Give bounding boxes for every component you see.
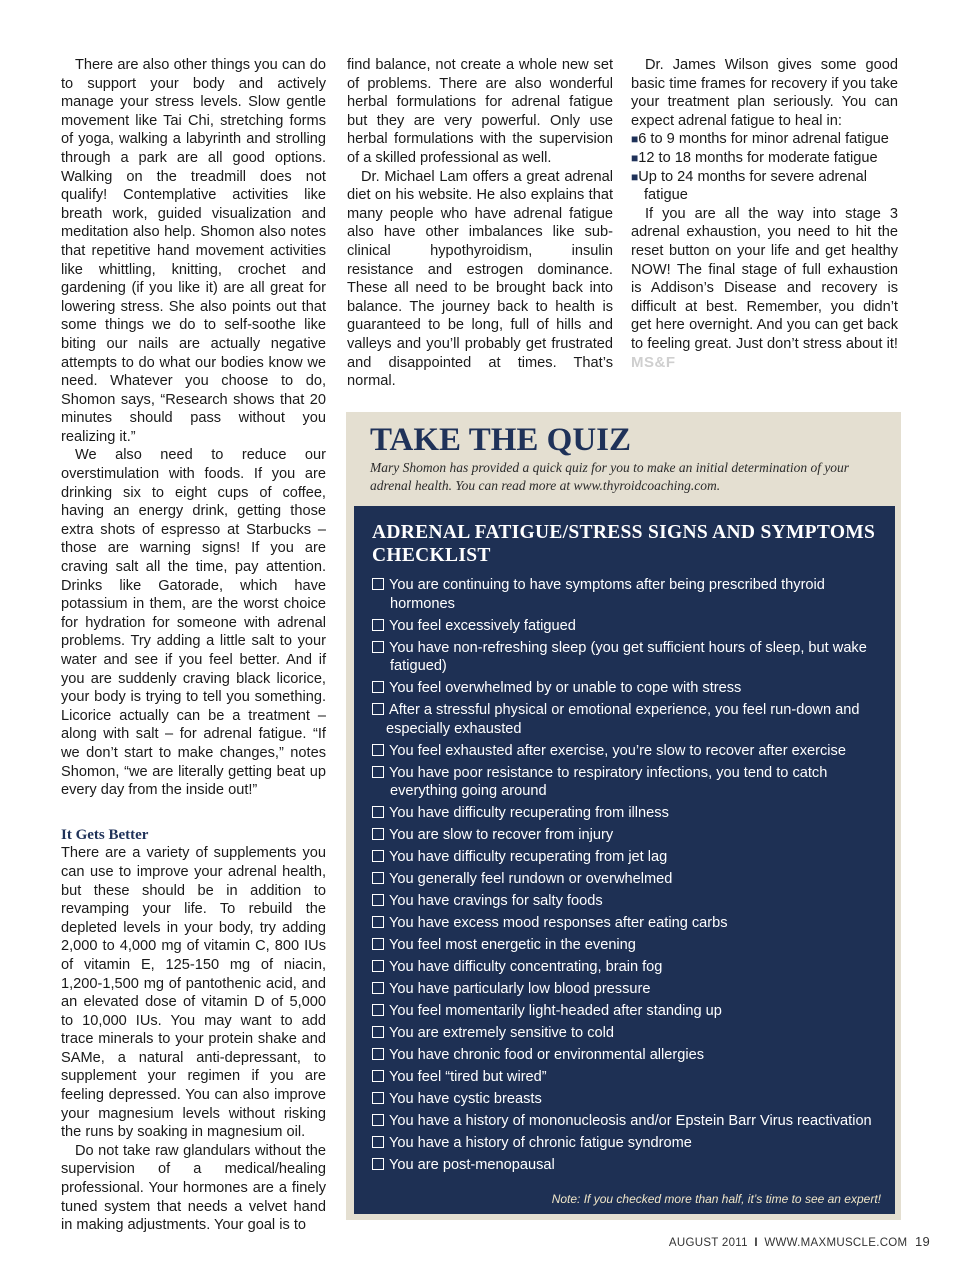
checkbox-icon[interactable] [372,578,384,590]
square-bullet-icon: ■ [631,169,639,184]
checklist-item[interactable]: You feel overwhelmed by or unable to cope with stress [372,679,887,698]
checklist-item[interactable]: You have difficulty concentrating, brain fog [372,958,887,977]
page-number: 19 [914,1234,930,1249]
checkbox-icon[interactable] [372,681,384,693]
recovery-timeframes-list [631,130,898,204]
square-bullet-icon: ■ [631,132,639,147]
checkbox-icon[interactable] [372,1070,384,1082]
checklist-item[interactable]: You feel exhausted after exercise, you’re slow to recover after exercise [372,742,887,761]
checkbox-icon[interactable] [372,960,384,972]
checkbox-icon[interactable] [372,916,384,928]
section-heading: It Gets Better [61,826,149,843]
website-link[interactable]: WWW.MAXMUSCLE.COM [764,1237,908,1249]
checkbox-icon[interactable] [372,1048,384,1060]
checklist-items [372,576,887,1178]
checkbox-icon[interactable] [372,1004,384,1016]
checklist-item[interactable]: You generally feel rundown or overwhelmed [372,870,887,889]
checklist-item[interactable]: You are slow to recover from injury [372,826,887,845]
checklist-title: ADRENAL FATIGUE/STRESS SIGNS AND SYMPTOMS CHECKLIST [372,522,876,566]
article-column-2 [347,56,613,391]
checklist-item[interactable]: You have cravings for salty foods [372,892,887,911]
checklist-item[interactable]: After a stressful physical or emotional experience, you feel run-down and especially exhausted [372,701,887,738]
checkbox-icon[interactable] [372,703,384,715]
symptoms-checklist [354,506,895,1214]
checklist-item[interactable]: You have difficulty recuperating from illness [372,804,887,823]
paragraph: We also need to reduce our overstimulation with foods. If you are drinking six to eight cups of coffee, having an energy drink, getting those extra shots of espresso at Starbucks – those are warning signs! If you are craving salt all the time, pay attention. Drinks like Gatorade, which have potassium in them, are the worst choice for hydration for someone with adrenal problems. Try adding a little salt to your water and see if you feel better. And if you are suddenly craving black licorice, your body is trying to tell you something. Licorice actually can be a treatment – along with salt – for adrenal fatigue. “If we don’t start to make changes,” notes Shomon, “we are literally getting beat up every day from the inside out!” [61,447,326,799]
paragraph: There are also other things you can do to support your body and actively manage your stress levels. Slow gentle movement like Tai Chi, stretching forms of yoga, walking a labyrinth and strolling through a park are all good options. Walking on the treadmill does not qualify! Contemplative activities like breath work, guided visualization and meditation also help. Shomon also notes that repetitive hand movement activities like whittling, knitting, crochet and gardening (if you like it) are all great for lowering stress. She also points out that some things we do to self-soothe like biting our nails are actually negative attempts to do what our bodies know we need. Whatever you choose to do, Shomon says, “Research shows that 20 minutes should pass without you realizing it.” [61,57,326,445]
footer-separator: I [754,1237,758,1249]
checkbox-icon[interactable] [372,1158,384,1170]
checklist-item[interactable]: You have excess mood responses after eating carbs [372,914,887,933]
checkbox-icon[interactable] [372,641,384,653]
checkbox-icon[interactable] [372,850,384,862]
checklist-item[interactable]: You have a history of chronic fatigue syndrome [372,1134,887,1153]
checkbox-icon[interactable] [372,1136,384,1148]
checklist-item[interactable]: You have a history of mononucleosis and/or Epstein Barr Virus reactivation [372,1112,887,1131]
checklist-item[interactable]: You have chronic food or environmental allergies [372,1046,887,1065]
checklist-item[interactable]: You feel excessively fatigued [372,617,887,636]
quiz-title: TAKE THE QUIZ [370,422,632,458]
checklist-item[interactable]: You have poor resistance to respiratory infections, you tend to catch everything going around [372,764,887,801]
paragraph: If you are all the way into stage 3 adrenal exhaustion, you need to hit the reset button on your life and get healthy NOW! The final stage of full exhaustion is Addison’s Disease and recovery is difficult at best. Remember, you didn’t get here overnight. And you can get back to feeling great. Just don’t stress about it! MS&F [631,205,898,371]
checkbox-icon[interactable] [372,872,384,884]
paragraph: Dr. James Wilson gives some good basic time frames for recovery if you take your treatment plan seriously. You can expect adrenal fatigue to heal in: [631,57,898,129]
issue-date: AUGUST 2011 [668,1237,748,1249]
checklist-item[interactable]: You are continuing to have symptoms after being prescribed thyroid hormones [372,576,887,613]
checkbox-icon[interactable] [372,938,384,950]
checkbox-icon[interactable] [372,982,384,994]
checklist-item[interactable]: You have non-refreshing sleep (you get sufficient hours of sleep, but wake fatigued) [372,639,887,676]
checklist-item[interactable]: You have cystic breasts [372,1090,887,1109]
end-mark-logo: MS&F [631,353,676,371]
list-item: ■Up to 24 months for severe adrenal fatigue [631,168,868,204]
paragraph: Do not take raw glandulars without the supervision of a medical/healing professional. Your hormones are a finely tuned system that needs a velvet hand in making adjustments. Your goal is to [61,1142,326,1234]
checkbox-icon[interactable] [372,894,384,906]
paragraph: find balance, not create a whole new set of problems. There are also wonderful herbal formulations for adrenal fatigue but they are very powerful. Only use herbal formulations with the supervision of a skilled professional as well. [347,57,613,166]
checkbox-icon[interactable] [372,1026,384,1038]
square-bullet-icon: ■ [631,150,639,165]
quiz-box [346,412,901,1220]
quiz-note: Note: If you checked more than half, it’s time to see an expert! [551,1192,881,1206]
checkbox-icon[interactable] [372,619,384,631]
page-footer [669,1234,930,1249]
checkbox-icon[interactable] [372,1114,384,1126]
checklist-item[interactable]: You feel momentarily light-headed after standing up [372,1002,887,1021]
checkbox-icon[interactable] [372,828,384,840]
quiz-intro: Mary Shomon has provided a quick quiz for you to make an initial determination of your adrenal health. You can read more at www.thyroidcoaching.com. [370,460,850,493]
checkbox-icon[interactable] [372,1092,384,1104]
checklist-item[interactable]: You feel “tired but wired” [372,1068,887,1087]
checklist-item[interactable]: You feel most energetic in the evening [372,936,887,955]
checklist-item[interactable]: You have difficulty recuperating from jet lag [372,848,887,867]
checklist-item[interactable]: You are extremely sensitive to cold [372,1024,887,1043]
checkbox-icon[interactable] [372,806,384,818]
checkbox-icon[interactable] [372,744,384,756]
checklist-item[interactable]: You are post-menopausal [372,1156,887,1175]
paragraph: There are a variety of supplements you can use to improve your adrenal health, but these should be in addition to revamping your life. To rebuild the depleted levels in your body, try adding 2,000 to 4,000 mg of vitamin C, 800 IUs of vitamin E, 125-150 mg of niacin, 1,200-1,500 mg of pantothenic acid, and an elevated dose of vitamin D of 5,000 to 10,000 IUs. You may want to add trace minerals to your protein shake and SAMe, a natural anti-depressant, to supplement your regimen if you are feeling depressed. You can also improve your magnesium levels without risking the runs by soaking in magnesium oil. [61,845,326,1141]
article-column-1 [61,56,326,1235]
paragraph: Dr. Michael Lam offers a great adrenal diet on his website. He also explains that many people who have adrenal fatigue also have other imbalances like sub-clinical hypothyroidism, insulin resistance and estrogen dominance. These all need to be brought back into balance. The journey back to health is guaranteed to be long, full of hills and valleys and you’ll probably get frustrated and disappointed at times. That’s normal. [347,168,613,390]
list-item: ■12 to 18 months for moderate fatigue [631,149,878,166]
article-column-3 [631,56,898,372]
checklist-item[interactable]: You have particularly low blood pressure [372,980,887,999]
checkbox-icon[interactable] [372,766,384,778]
list-item: ■6 to 9 months for minor adrenal fatigue [631,131,889,148]
